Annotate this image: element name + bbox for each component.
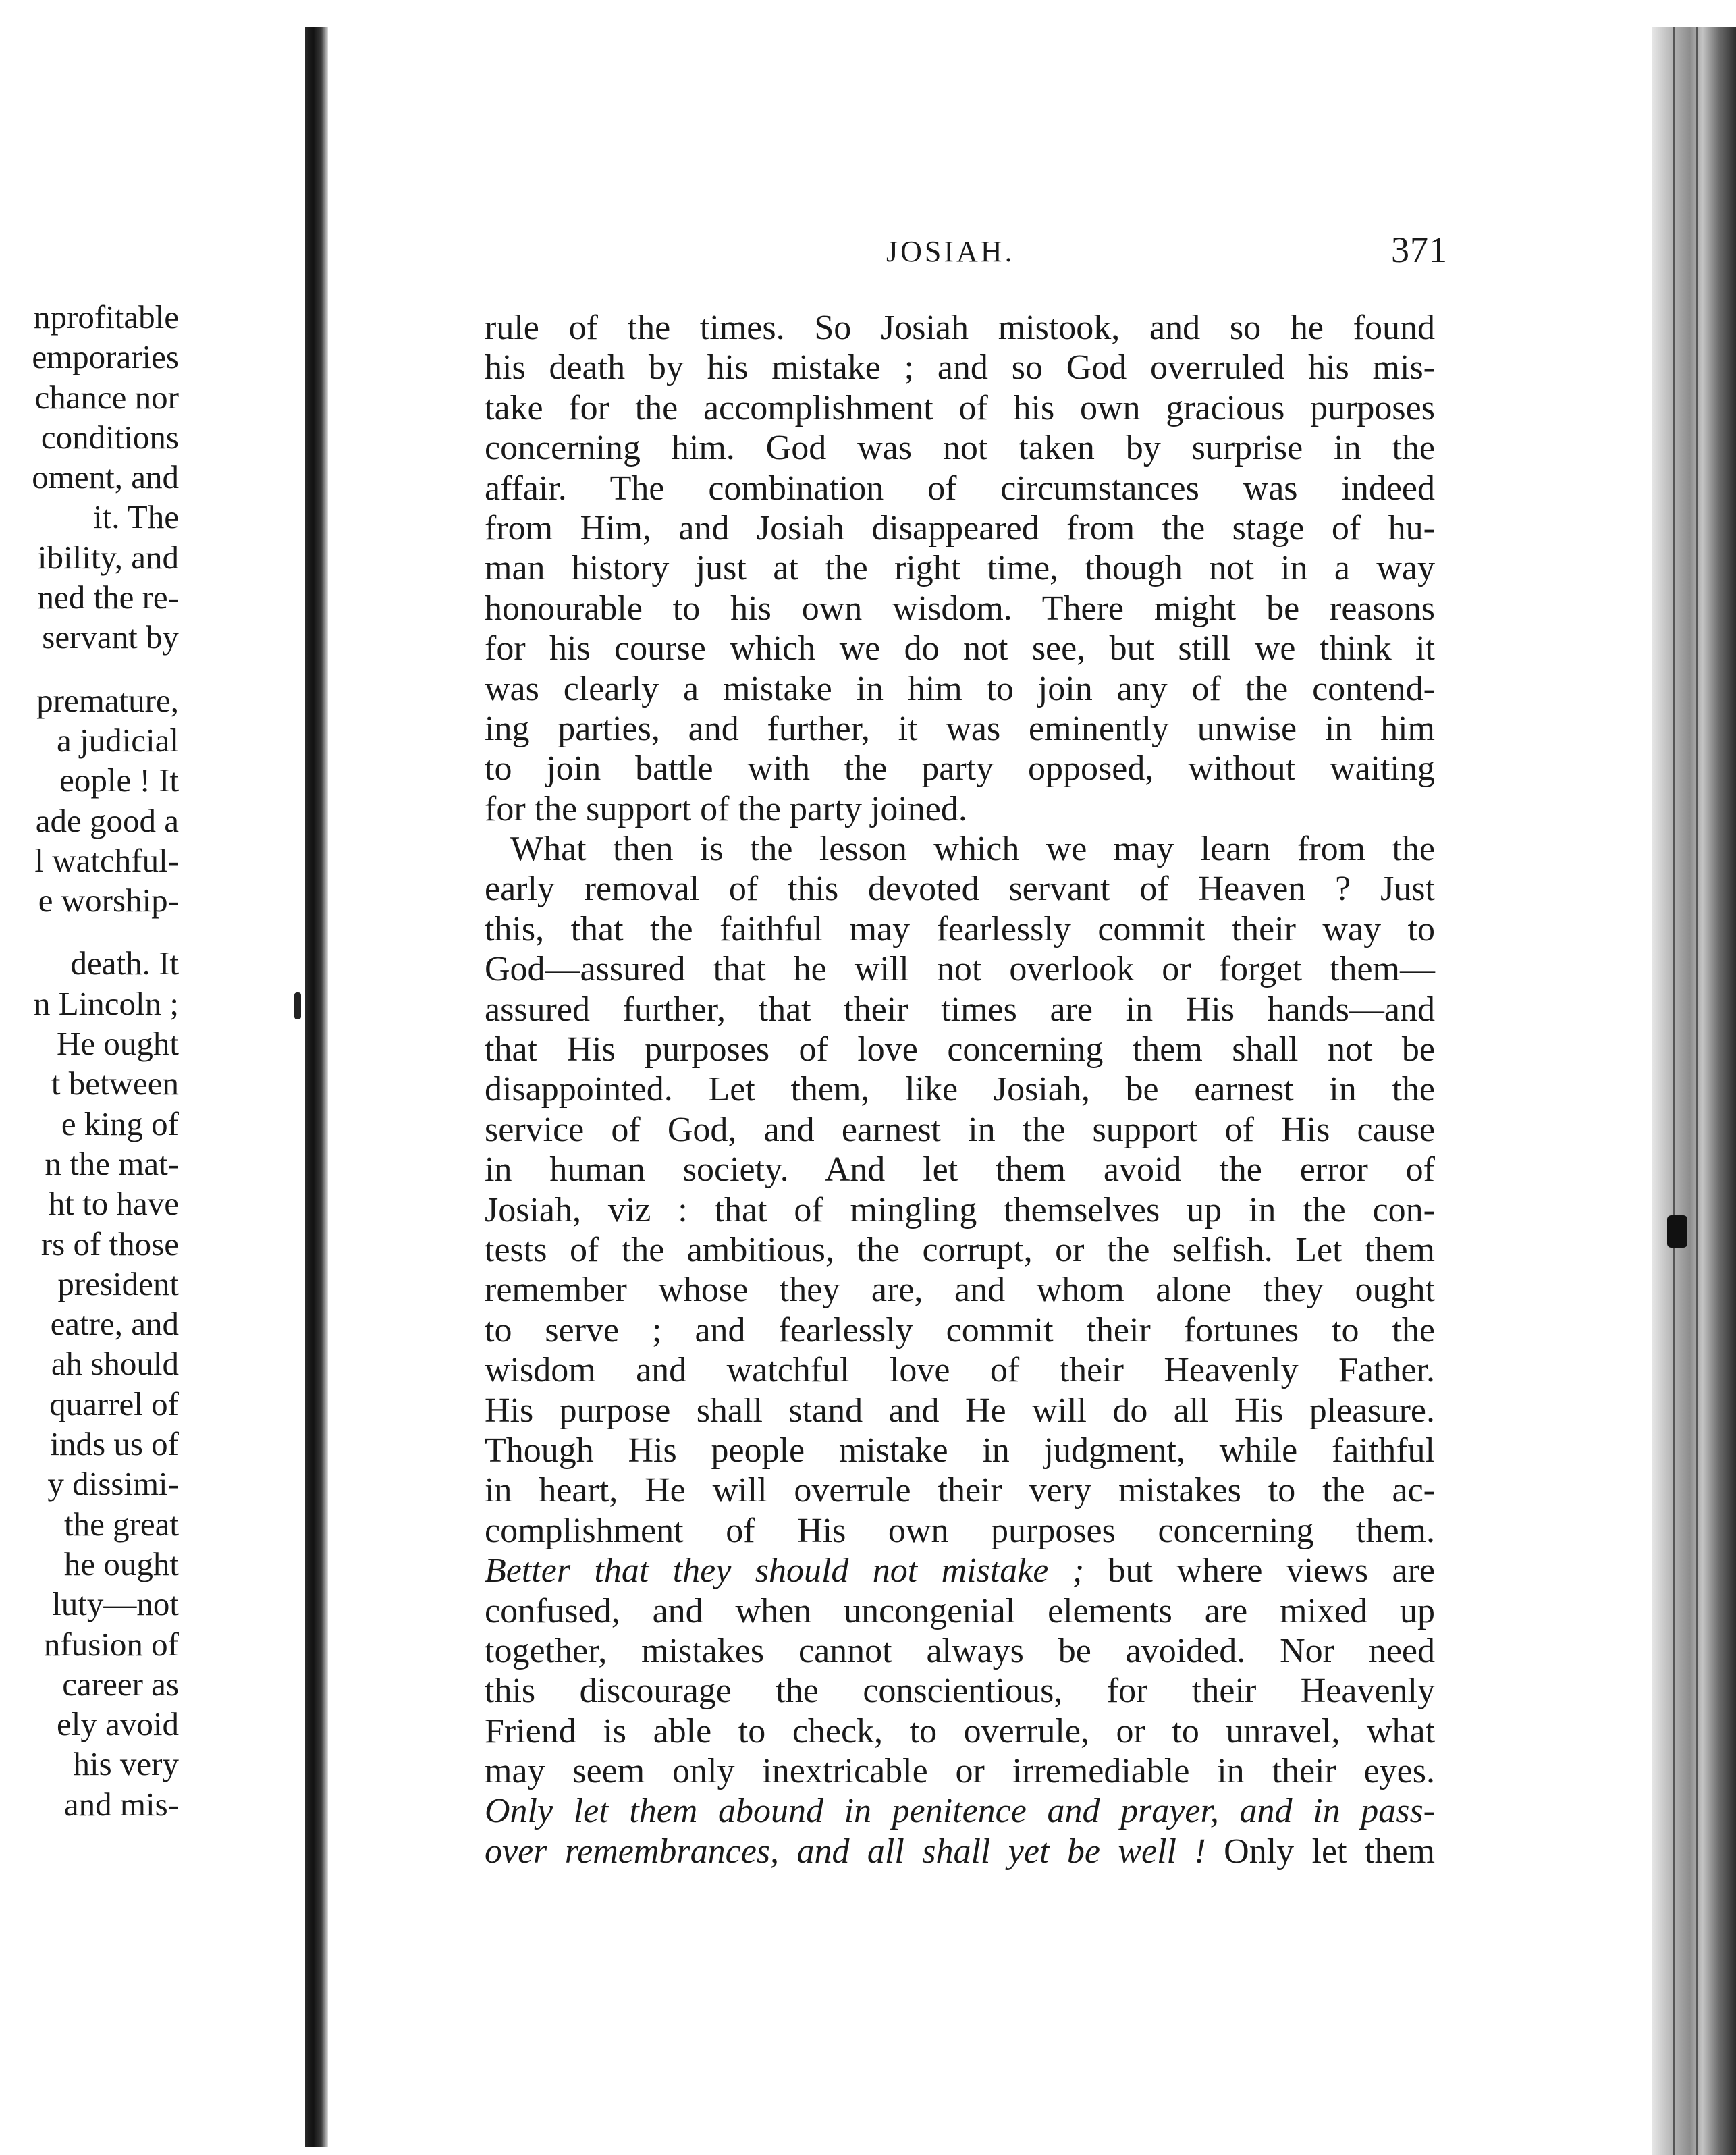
book-gutter [305,27,328,2147]
body-text [485,308,1435,1871]
text-line: ing parties, and further, it was eminently unwise in him [485,709,1435,748]
text-line: t between [51,1065,179,1102]
text-line: e worship- [38,882,179,920]
page-number: 371 [1391,230,1448,270]
text-line: in human society. And let them avoid the error of [485,1150,1435,1190]
running-head [562,213,1448,270]
text-line: early removal of this devoted servant of Heaven ? Just [485,870,1435,909]
text-line: servant by [42,618,179,656]
text-line: confused, and when uncongenial elements are mixed up [485,1591,1435,1630]
text-line: together, mistakes cannot always be avoided. Nor need [485,1631,1435,1670]
text-line: Josiah, viz : that of mingling themselves up in the con- [485,1190,1435,1229]
text-line: concerning him. God was not taken by surprise in the [485,429,1435,468]
paragraph-first-line: What then is the lesson which we may learn from the [510,830,1435,869]
text-line: He ought [57,1025,179,1063]
text-line: God—assured that he will not overlook or forget them— [485,950,1435,989]
text-line: this, that the faithful may fearlessly commit their way to [485,909,1435,949]
text-line: n the mat- [45,1144,179,1182]
edge-line [1696,27,1698,2155]
text-line: he ought [63,1545,179,1582]
text-line: luty—not [52,1585,179,1623]
italic-phrase: over remembrances, and all shall yet be well ! [485,1832,1206,1871]
text-line: for the support of the party joined. [485,789,967,828]
text-line: ht to have [48,1185,179,1223]
text-line [485,1791,1435,1831]
text-line: affair. The combination of circumstances was indeed [485,469,1435,508]
text-line: ibility, and [37,538,179,576]
text-line: ah should [51,1345,179,1383]
text-line [485,1832,1435,1871]
text-line: n Lincoln ; [33,984,179,1022]
text-span: but where views are [1084,1551,1435,1591]
text-line: death. It [70,945,179,982]
text-line: ely avoid [57,1705,179,1743]
text-line: rs of those [40,1225,179,1262]
edge-notch [1667,1215,1687,1248]
text-line: His purpose shall stand and He will do all His pleasure. [485,1391,1435,1430]
text-line [485,1551,1435,1591]
text-line: wisdom and watchful love of their Heavenly Father. [485,1351,1435,1390]
text-line: assured further, that their times are in His hands—and [485,990,1435,1029]
text-line: emporaries [32,338,179,376]
paragraph-gap [0,658,179,681]
text-line: to serve ; and fearlessly commit their fortunes to the [485,1310,1435,1350]
text-line: for his course which we do not see, but still we think it [485,629,1435,668]
text-line: tests of the ambitious, the corrupt, or the selfish. Let them [485,1230,1435,1269]
text-line: Though His people mistake in judgment, while faithful [485,1431,1435,1470]
text-line: take for the accomplishment of his own gracious purposes [485,388,1435,427]
text-line: in heart, He will overrule their very mistakes to the ac- [485,1471,1435,1510]
text-span: Only let them [1205,1832,1435,1871]
text-line: a judicial [57,721,179,759]
text-line: Friend is able to check, to overrule, or to unravel, what [485,1711,1435,1751]
text-line: was clearly a mistake in him to join any of the contend- [485,669,1435,708]
running-head-title: JOSIAH. [886,235,1015,268]
text-line: disappointed. Let them, like Josiah, be earnest in the [485,1070,1435,1109]
text-line: his death by his mistake ; and so God overruled his mis- [485,348,1435,388]
text-line: man history just at the right time, though not in a way [485,549,1435,588]
italic-phrase: Only let them abound in penitence and prayer, and in pass- [485,1792,1435,1831]
text-line: his very [73,1745,179,1783]
edge-line [1673,27,1675,2155]
text-line: to join battle with the party opposed, without waiting [485,749,1435,789]
text-line: premature, [36,681,179,719]
gutter-mark [294,992,301,1019]
text-line: honourable to his own wisdom. There might be reasons [485,589,1435,628]
text-line: ned the re- [37,579,179,616]
text-line: y dissimi- [47,1465,179,1503]
text-line: eatre, and [50,1305,179,1343]
text-line: e king of [61,1105,179,1142]
text-line: conditions [40,418,179,456]
text-line: career as [62,1665,179,1703]
italic-phrase: Better that they should not mistake ; [485,1551,1085,1591]
previous-page-text [0,297,179,1824]
text-line: oment, and [32,458,179,496]
text-line: ade good a [35,801,179,839]
text-line: it. The [92,498,179,536]
book-edge [1652,27,1736,2155]
text-line: this discourage the conscientious, for their Heavenly [485,1672,1435,1711]
text-line: complishment of His own purposes concerning them. [485,1511,1435,1550]
text-line: chance nor [34,378,179,416]
paragraph-gap [0,920,179,943]
text-line: rule of the times. So Josiah mistook, and so he found [485,309,1435,347]
text-line: may seem only inextricable or irremediable in their eyes. [485,1752,1435,1791]
text-line: service of God, and earnest in the support of His cause [485,1110,1435,1149]
text-line: from Him, and Josiah disappeared from the stage of hu- [485,508,1435,548]
previous-page-fragment [0,0,297,2155]
text-line: the great [63,1505,179,1543]
text-line: president [57,1265,179,1302]
text-line: nfusion of [43,1625,179,1663]
text-line: inds us of [50,1425,179,1463]
text-line: nprofitable [34,298,179,336]
text-line: eople ! It [59,762,179,799]
text-line: l watchful- [34,841,179,879]
text-line: quarrel of [49,1385,179,1422]
text-line: and mis- [63,1785,179,1823]
text-line: remember whose they are, and whom alone they ought [485,1271,1435,1310]
text-line: that His purposes of love concerning them shall not be [485,1030,1435,1069]
